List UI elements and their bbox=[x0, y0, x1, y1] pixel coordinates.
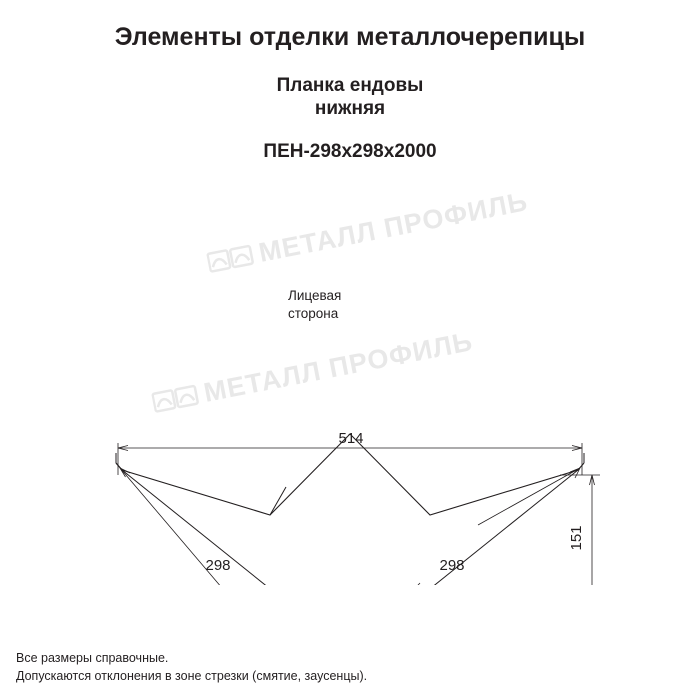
dim-label-height: 151 bbox=[568, 525, 585, 551]
title-block bbox=[0, 0, 700, 163]
watermark-text: МЕТАЛЛ ПРОФИЛЬ bbox=[256, 186, 531, 268]
product-name-line2: нижняя bbox=[314, 98, 386, 120]
dim-label-left-flange: 298 bbox=[205, 557, 231, 574]
dim-line-298-right-a bbox=[370, 583, 420, 585]
footer-notes bbox=[16, 649, 367, 687]
face-side-label-line2: сторона bbox=[288, 306, 339, 321]
dim-label-right-flange: 298 bbox=[439, 557, 465, 574]
footer-note-1: Все размеры справочные. bbox=[16, 650, 169, 665]
technical-drawing bbox=[0, 185, 700, 585]
product-name-block bbox=[0, 74, 700, 122]
page-title: Элементы отделки металлочерепицы bbox=[114, 23, 586, 51]
dim-line-298-right-b bbox=[478, 468, 580, 525]
watermark-text: МЕТАЛЛ ПРОФИЛЬ bbox=[201, 326, 476, 408]
dim-label-top-width: 514 bbox=[338, 430, 364, 447]
product-name-line1: Планка ендовы bbox=[276, 74, 424, 96]
profile-right-lower bbox=[370, 470, 578, 585]
product-code: ПЕН-298х298х2000 bbox=[263, 141, 437, 162]
footer-note-2: Допускаются отклонения в зоне стрезки (смятие, заусенцы). bbox=[16, 669, 368, 684]
face-side-label-line1: Лицевая bbox=[288, 288, 342, 303]
